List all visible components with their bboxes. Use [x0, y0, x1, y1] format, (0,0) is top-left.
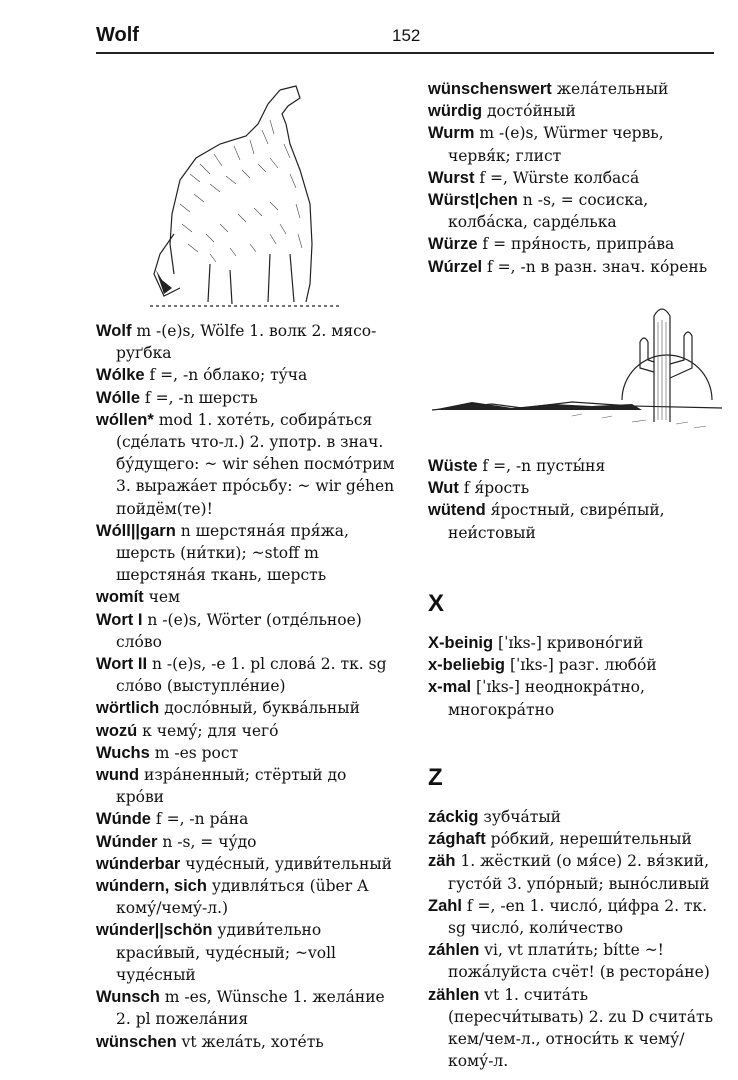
entry-wolke: Wólke f =, -n о́блако; ту́ча: [96, 366, 308, 385]
entry-wollen: wóllen* mod 1. хоте́ть, собира́ться (сде́лать что-л.) 2. употр. в знач. бу́дущего: ~ wir séhen посмо́трим 3. выража́ет про́сьбу: ~ wir géhen пойдём(те)!: [96, 410, 395, 518]
entry-wolf: Wolf m -(e)s, Wölfe 1. волк 2. мясо-руґбка: [96, 322, 377, 363]
page-header: [96, 22, 714, 54]
entry-zaghaft: zághaft ро́бкий, нереши́тельный: [428, 830, 692, 849]
entry-zaeh: zäh 1. жёсткий (о мя́се) 2. вя́зкий, густо́й 3. упо́рный; выно́сливый: [428, 852, 710, 893]
entry-wollgarn: Wóll||garn n шерстяна́я пря́жа, шерсть (ни́тки); ~stoff m шерстяна́я ткань, шерсть: [96, 521, 349, 585]
right-column-x: [428, 632, 728, 721]
section-letter-z: Z: [428, 764, 443, 791]
entry-wundern: wúndern, sich удивля́ться (über A кому́/чему́-л.): [96, 877, 369, 918]
entry-wozu: wozú к чему́; для чего́: [96, 721, 279, 740]
entry-x-beliebig: x-beliebig [ˈɪks-] разг. любо́й: [428, 656, 657, 675]
entry-wunsch: Wunsch m -es, Wünsche 1. жела́ние 2. pl пожела́ния: [96, 988, 385, 1029]
entry-wuenschenswert: wünschenswert жела́тельный: [428, 80, 669, 98]
entry-wuerze: Würze f = пря́ность, припра́ва: [428, 235, 675, 254]
entry-wort-2: Wort II n -(e)s, -e 1. pl слова́ 2. тк. sg сло́во (выступле́ние): [96, 655, 387, 696]
right-column-z: [428, 806, 728, 1072]
wolf-illustration: [150, 84, 340, 314]
entry-womit: womít чем: [96, 588, 181, 607]
entry-wuerstchen: Würst|chen n -s, = сосиска, колба́ска, сарде́лька: [428, 191, 649, 232]
entry-x-beinig: X-beinig [ˈɪks-] кривоно́гий: [428, 634, 644, 652]
section-letter-x: X: [428, 590, 445, 617]
entry-wunderschoen: wúnder||schön удиви́тельно краси́вый, чуде́сный; ~voll чуде́сный: [96, 921, 337, 984]
cactus-illustration: [432, 292, 722, 442]
right-column-top: [428, 78, 728, 278]
entry-wunde: Wúnde f =, -n ра́на: [96, 810, 249, 829]
right-column-w-end: [428, 455, 728, 544]
entry-zackig: záckig зубча́тый: [428, 808, 562, 826]
left-column: [96, 320, 396, 1053]
page-number: 152: [392, 26, 421, 45]
entry-wuenschen: wünschen vt жела́ть, хоте́ть: [96, 1032, 324, 1051]
entry-zaehlen: zählen vt 1. счита́ть (пересчи́тывать) 2. zu D счита́ть кем/чем-л., относи́ть к чему́/кому́-л.: [428, 985, 714, 1071]
entry-wuchs: Wuchs m -es рост: [96, 743, 239, 762]
entry-wort-1: Wort I n -(e)s, Wörter (отде́льное) сло́во: [96, 610, 362, 651]
entry-wuerdig: würdig досто́йный: [428, 102, 576, 121]
entry-zahl: Zahl f =, -en 1. число́, ци́фра 2. тк. sg число́, коли́чество: [428, 896, 708, 938]
entry-wunder: Wúnder n -s, = чу́до: [96, 832, 257, 851]
entry-wuetend: wütend я́ростный, свире́пый, неи́стовый: [428, 501, 665, 542]
entry-zahlen: záhlen vi, vt плати́ть; bítte ~! пожа́луйста счёт! (в рестора́не): [428, 941, 710, 982]
entry-woertlich: wörtlich досло́вный, буква́льный: [96, 699, 360, 718]
entry-wurzel: Wúrzel f =, -n в разн. знач. ко́рень: [428, 257, 708, 276]
entry-wueste: Wüste f =, -n пусты́ня: [428, 457, 606, 475]
entry-x-mal: x-mal [ˈɪks-] неоднокра́тно, многокра́тно: [428, 678, 645, 719]
running-head-word: Wolf: [96, 24, 139, 46]
entry-wund: wund изра́ненный; стёртый до кро́ви: [96, 766, 347, 807]
entry-wolle: Wólle f =, -n шерсть: [96, 388, 258, 407]
entry-wut: Wut f я́рость: [428, 479, 530, 498]
entry-wunderbar: wúnderbar чуде́сный, удиви́тельный: [96, 854, 392, 873]
entry-wurm: Wurm m -(e)s, Würmer червь, червя́к; глист: [428, 124, 664, 165]
entry-wurst: Wurst f =, Würste колбаса́: [428, 168, 640, 187]
